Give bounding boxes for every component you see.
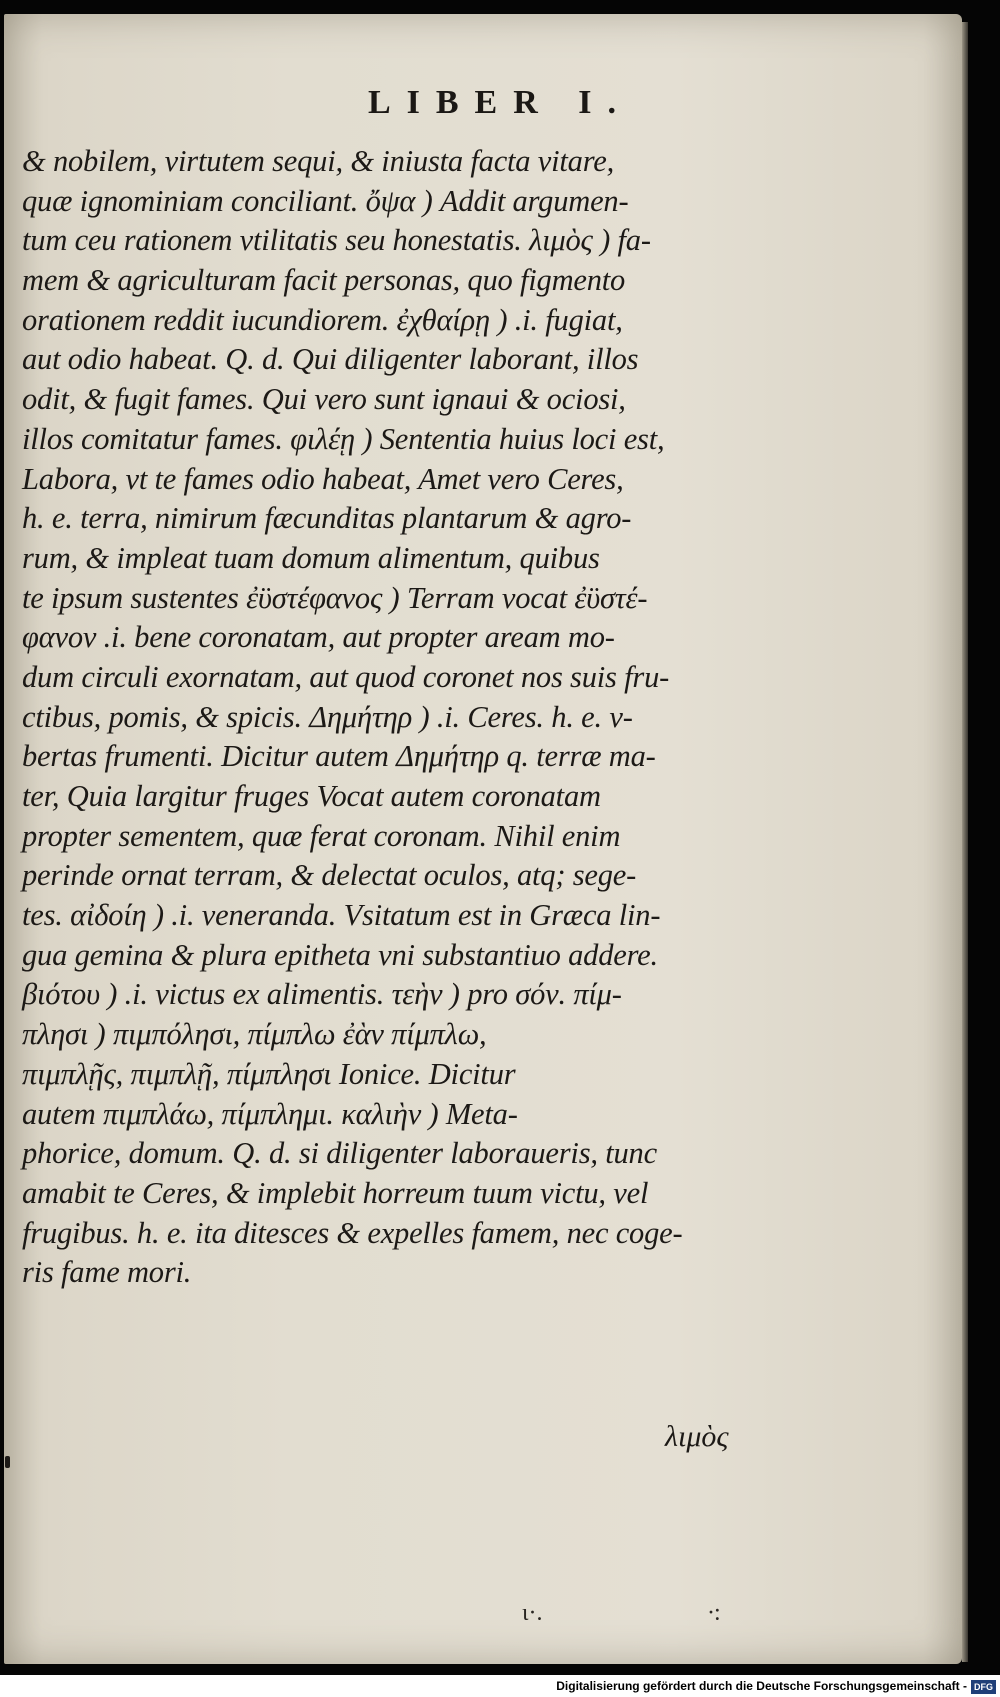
text-line: quæ ignominiam conciliant. ὄψα ) Addit argumen-: [22, 183, 629, 218]
margin-mark: [5, 1456, 10, 1468]
text-line: rum, & impleat tuam domum alimentum, quibus: [22, 540, 600, 575]
text-line: aut odio habeat. Q. d. Qui diligenter laborant, illos: [22, 342, 639, 377]
signature-mark: ∙:: [708, 1600, 721, 1626]
text-line: h. e. terra, nimirum fæcunditas plantarum & agro-: [22, 501, 632, 536]
text-line: βιότου ) .i. victus ex alimentis. τεὴν ) pro σόν. πίμ-: [22, 977, 622, 1012]
catchword: λιμὸς: [665, 1420, 729, 1453]
text-line: & nobilem, virtutem sequi, & iniusta facta vitare,: [22, 144, 615, 178]
text-line: dum circuli exornatam, aut quod coronet nos suis fru-: [22, 659, 670, 694]
signature-mark: ι·.: [522, 1600, 543, 1626]
text-line: propter sementem, quæ ferat coronam. Nihil enim: [22, 818, 621, 853]
text-line: ter, Quia largitur fruges Vocat autem coronatam: [22, 779, 601, 813]
page-edge: [962, 22, 968, 1662]
text-line: phorice, domum. Q. d. si diligenter laboraueris, tunc: [22, 1136, 657, 1171]
text-line: orationem reddit iucundiorem. ἐχθαίρῃ ) .i. fugiat,: [22, 302, 623, 337]
running-head: LIBER I.: [367, 84, 633, 121]
text-line: tes. αἰδοίη ) .i. veneranda. Vsitatum est in Græca lin-: [22, 898, 661, 933]
text-line: πλησι ) πιμπόλησι, πίμπλω ἐὰν πίμπλω,: [22, 1017, 487, 1052]
text-line: φανον .i. bene coronatam, aut propter aream mo-: [22, 620, 615, 655]
text-line: mem & agriculturam facit personas, quo figmento: [22, 263, 626, 298]
dfg-logo: DFG: [971, 1680, 996, 1694]
text-line: autem πιμπλάω, πίμπλημι. καλιὴν ) Meta-: [22, 1096, 518, 1131]
text-line: πιμπλῇς, πιμπλῇ, πίμπλησι Ionice. Dicitur: [22, 1056, 516, 1091]
text-line: ctibus, pomis, & spicis. Δημήτηρ ) .i. Ceres. h. e. v-: [22, 699, 633, 734]
text-line: Labora, vt te fames odio habeat, Amet vero Ceres,: [22, 461, 624, 496]
text-line: odit, & fugit fames. Qui vero sunt ignaui & ociosi,: [22, 382, 626, 417]
text-line: tum ceu rationem vtilitatis seu honestatis. λιμὸς ) fa-: [22, 223, 651, 258]
commentary-text: [22, 142, 792, 1293]
text-line: frugibus. h. e. ita ditesces & expelles famem, nec coge-: [22, 1215, 683, 1250]
text-line: perinde ornat terram, & delectat oculos, atq; sege-: [22, 858, 637, 893]
text-line: amabit te Ceres, & implebit horreum tuum victu, vel: [22, 1175, 649, 1210]
footer-credit: Digitalisierung gefördert durch die Deutsche Forschungsgemeinschaft -: [556, 1679, 967, 1693]
text-line: bertas frumenti. Dicitur autem Δημήτηρ q. terræ ma-: [22, 739, 656, 774]
text-line: illos comitatur fames. φιλέῃ ) Sententia huius loci est,: [22, 421, 665, 456]
text-line: gua gemina & plura epitheta vni substantiuo addere.: [22, 937, 658, 972]
digitization-footer: [0, 1675, 1000, 1697]
text-line: ris fame mori.: [22, 1255, 192, 1290]
text-line: te ipsum sustentes ἐϋστέφανος ) Terram vocat ἐϋστέ-: [22, 580, 648, 615]
